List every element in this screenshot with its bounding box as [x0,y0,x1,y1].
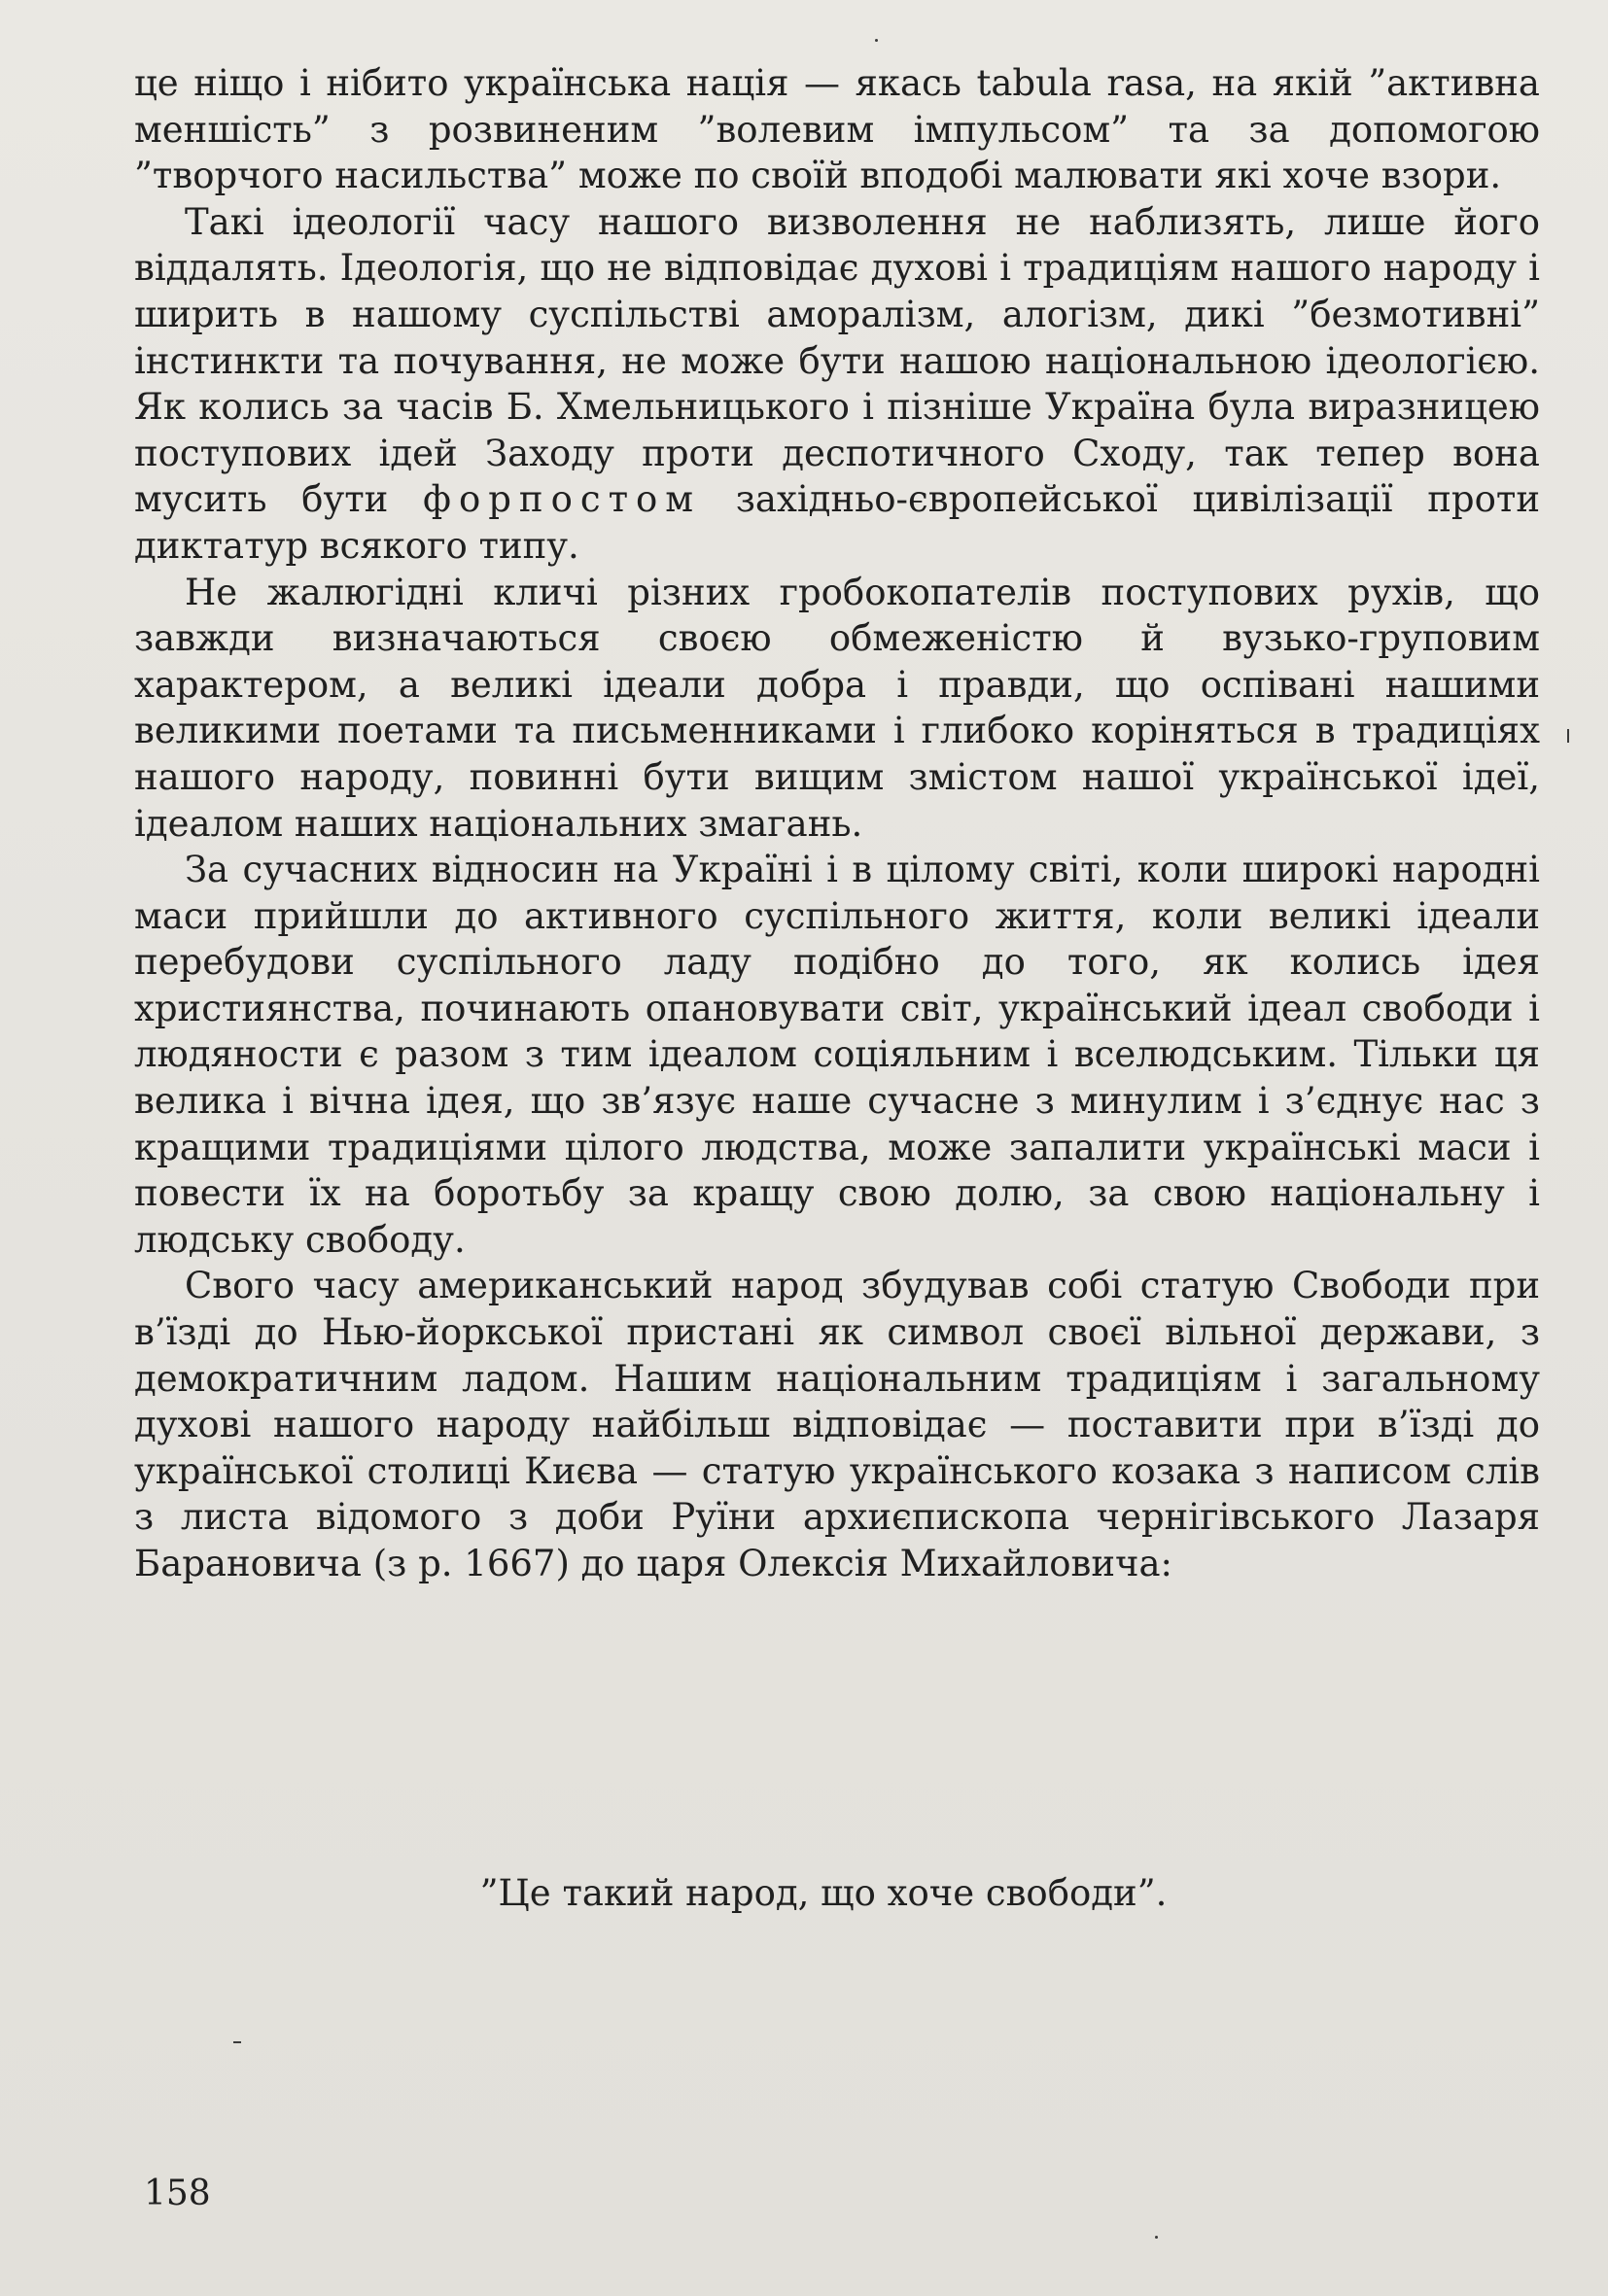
print-speck [875,39,878,42]
paragraph-continuation: це ніщо і нібито українська нація — якась tabula rasa, на якій ”активна меншість” з розвиненим ”волевим імпульсом” та за допомогою ”творчого насильства” може по своїй вподобі малювати які хоче взори. [134,62,1540,197]
closing-quote [0,1870,1608,1917]
paragraph: Не жалюгідні кличі різних гробокопателів поступових рухів, що завжди визначаються своєю обмеженістю й вузько-груповим характером, а великі ідеали добра і правди, що оспівані нашими великими поетами та письменниками і глибоко коріняться в традиціях нашого народу, повинні бути вищим змістом нашої української ідеї, ідеалом наших національних змагань. [134,571,1540,845]
emphasized-word: форпостом [422,478,702,521]
paragraph [134,199,1540,570]
page-number: 158 [144,2174,211,2213]
body-text [134,60,1540,1587]
print-speck [1155,2236,1158,2239]
paragraph: Свого часу американський народ збудував собі статую Свободи при в’їзді до Нью-йоркської пристані як символ своєї вільної держави, з демократичним ладом. Нашим національним традиціям і загальному духові нашого народу найбільш відповідає — поставити при в’їзді до української столиці Києва — статую українського козака з написом слів з листа відомого з доби Руїни архиєпископа чернігівського Лазаря Барановича (з р. 1667) до царя Олексія Михайловича: [134,1265,1540,1584]
paragraph-text: Такі ідеології часу нашого визволення не наблизять, лише його віддалять. Ідеологія, що не відповідає духові і традиціям нашого народу і ширить в нашому суспільстві аморалізм, алогізм, дикі ”безмотивні” інстинкти та почування, не може бути нашою національною ідеологією. Як колись за часів Б. Хмельницького і пізніше Україна була виразницею поступових ідей Заходу проти деспотичного Сходу, так тепер вона мусить бути [134,200,1540,521]
paragraph: За сучасних відносин на Україні і в цілому світі, коли широкі народні маси прийшли до активного суспільного життя, коли великі ідеали перебудови суспільного ладу подібно до того, як колись ідея християнства, починають опановувати світ, український ідеал свободи і людяности є разом з тим ідеалом соціяльним і вселюдським. Тільки ця велика і вічна ідея, що зв’язує наше сучасне з минулим і з’єднує нас з кращими традиціями цілого людства, може запалити українські маси і повести їх на боротьбу за кращу свою долю, за свою національну і людську свободу. [134,849,1540,1261]
print-speck [233,2041,241,2043]
quote-text: ”Це такий народ, що хоче свободи”. [479,1872,1168,1914]
print-speck [1567,729,1569,743]
paragraph-text: західньо-європейської цивілізації проти диктатур всякого типу. [134,478,1541,567]
